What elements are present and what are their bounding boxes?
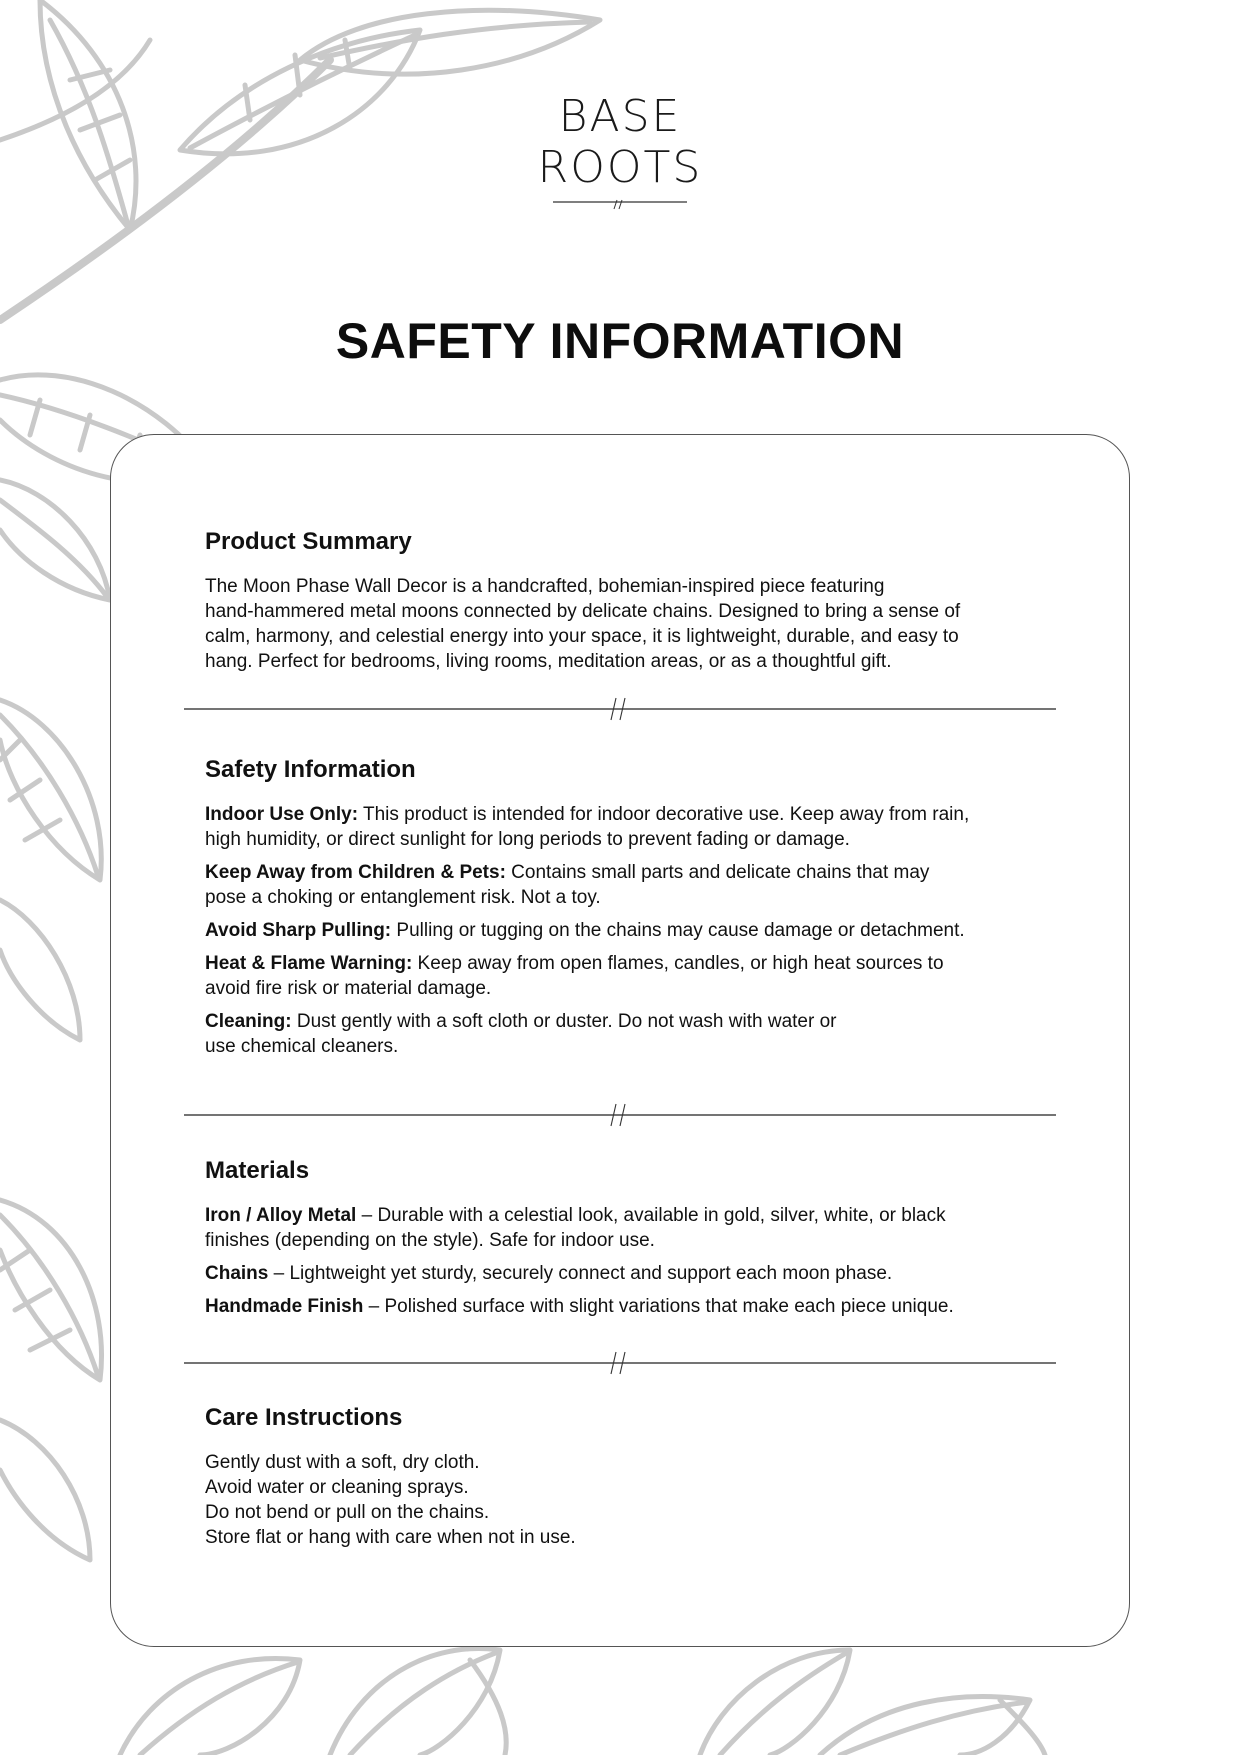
section-divider [184,1102,1056,1128]
safety-item [205,1009,1055,1059]
care-line: Avoid water or cleaning sprays. [205,1477,469,1498]
safety-item-text: high humidity, or direct sunlight for long periods to prevent fading or damage. [205,829,850,850]
summary-line: calm, harmony, and celestial energy into your space, it is lightweight, durable, and easy to [205,626,959,647]
material-item-text: – Durable with a celestial look, available in gold, silver, white, or black [356,1205,946,1226]
safety-item-text: Contains small parts and delicate chains that may [505,862,930,883]
care-instructions-heading: Care Instructions [205,1404,403,1431]
safety-item-label: Indoor Use Only: [205,804,359,825]
safety-item [205,860,1055,910]
product-summary-text [205,574,1055,674]
material-item-text: finishes (depending on the style). Safe for indoor use. [205,1230,655,1251]
safety-item-label: Keep Away from Children & Pets: [205,862,506,883]
material-item-label: Chains [205,1263,269,1284]
care-instructions-section [205,1404,1055,1550]
safety-item-label: Avoid Sharp Pulling: [205,920,392,941]
care-line: Store flat or hang with care when not in use. [205,1527,576,1548]
safety-item-label: Heat & Flame Warning: [205,953,413,974]
summary-line: hang. Perfect for bedrooms, living rooms, meditation areas, or as a thoughtful gift. [205,651,892,672]
safety-item-text: Keep away from open flames, candles, or high heat sources to [412,953,944,974]
material-item [205,1261,1055,1286]
safety-item-text: This product is intended for indoor decorative use. Keep away from rain, [358,804,970,825]
summary-line: hand-hammered metal moons connected by delicate chains. Designed to bring a sense of [205,601,961,622]
summary-line: The Moon Phase Wall Decor is a handcrafted, bohemian-inspired piece featuring [205,576,885,597]
care-line: Gently dust with a soft, dry cloth. [205,1452,480,1473]
product-summary-heading: Product Summary [205,528,412,555]
safety-item [205,951,1055,1001]
safety-item-text: avoid fire risk or material damage. [205,978,492,999]
material-item [205,1203,1055,1253]
logo-line-2: ROOTS [537,142,703,193]
care-line: Do not bend or pull on the chains. [205,1502,490,1523]
safety-item-text: use chemical cleaners. [205,1036,399,1057]
material-item-label: Iron / Alloy Metal [205,1205,357,1226]
safety-item-text: pose a choking or entanglement risk. Not a toy. [205,887,601,908]
product-summary-section [205,528,1055,674]
logo-line-1: BASE [558,91,682,142]
page-title: SAFETY INFORMATION [335,313,905,369]
safety-item [205,802,1055,852]
material-item [205,1294,1055,1319]
brand-logo [520,92,720,194]
safety-item [205,918,1055,943]
materials-heading: Materials [205,1157,310,1184]
safety-information-heading: Safety Information [205,756,416,783]
material-item-text: – Lightweight yet sturdy, securely connect and support each moon phase. [268,1263,893,1284]
materials-section [205,1157,1055,1327]
safety-item-text: Pulling or tugging on the chains may cause damage or detachment. [391,920,965,941]
section-divider [184,1350,1056,1376]
material-item-label: Handmade Finish [205,1296,364,1317]
section-divider [184,696,1056,722]
material-item-text: – Polished surface with slight variations that make each piece unique. [363,1296,954,1317]
safety-information-section [205,756,1055,1067]
safety-item-text: Dust gently with a soft cloth or duster. Do not wash with water or [291,1011,837,1032]
safety-item-label: Cleaning: [205,1011,292,1032]
logo-underline [553,198,687,210]
